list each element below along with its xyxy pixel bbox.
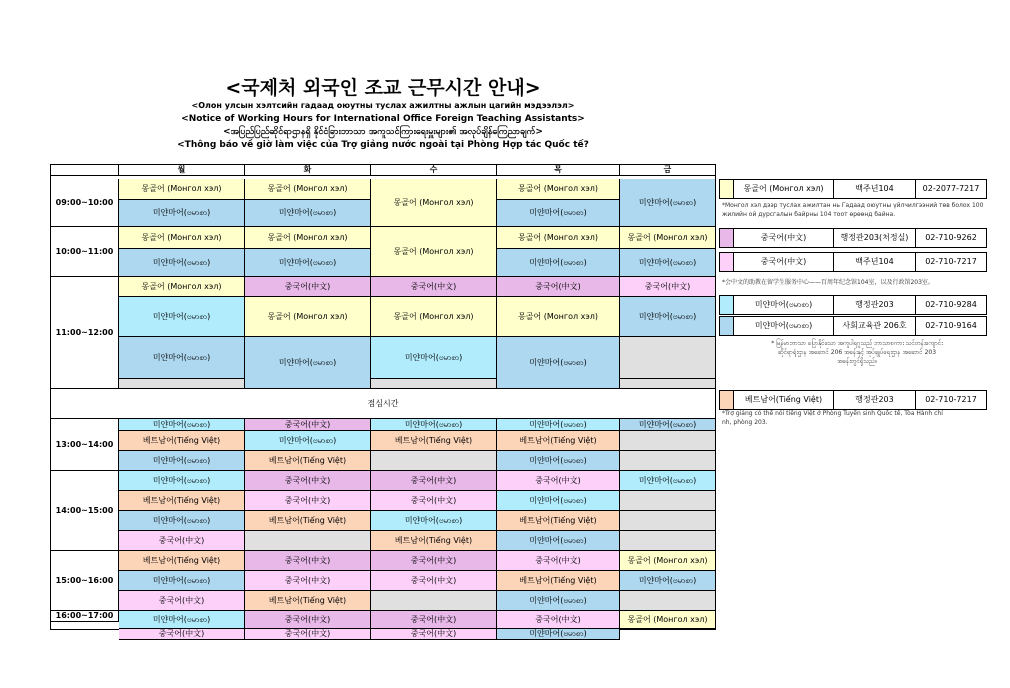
burmese-slot: 미얀마어(ဗမာစာ)	[119, 297, 245, 337]
vietnamese-slot: 베트남어(Tiếng Việt)	[371, 531, 497, 551]
burmese-slot: 미얀마어(ဗမာစာ)	[119, 249, 245, 277]
contact-office: 백주년104	[833, 179, 915, 199]
language-color-swatch	[719, 252, 733, 272]
contact-row	[719, 179, 987, 199]
language-color-swatch	[719, 179, 733, 199]
burmese-slot: 미얀마어(ဗမာစာ)	[620, 297, 715, 337]
empty-slot	[620, 531, 715, 551]
chinese-slot: 중국어(中文)	[119, 629, 245, 640]
mongolian-slot: 몽골어 (Монгол хэл)	[497, 179, 620, 200]
note-mongolian-line2: жилийн ой дурсгалын байрны 104 тоот өрөөнд байна.	[722, 211, 896, 218]
empty-slot	[620, 337, 715, 379]
contact-language: 베트남어(Tiếng Việt)	[733, 390, 833, 410]
language-color-swatch	[719, 228, 733, 248]
day-header: 월	[119, 165, 245, 176]
burmese-slot: 미얀마어(ဗမာစာ)	[245, 200, 371, 227]
chinese-slot: 중국어(中文)	[371, 611, 497, 629]
day-header: 목	[497, 165, 620, 176]
contact-office: 행정관203	[833, 390, 915, 410]
burmese-slot: 미얀마어(ဗမာစာ)	[119, 571, 245, 591]
contact-row	[719, 252, 987, 272]
burmese-slot: 미얀마어(ဗမာစာ)	[497, 337, 620, 389]
chinese-slot: 중국어(中文)	[245, 471, 371, 491]
contact-phone: 02-710-7217	[915, 252, 987, 272]
time-slot-label: 14:00~15:00	[51, 471, 119, 551]
chinese-slot: 중국어(中文)	[119, 531, 245, 551]
language-color-swatch	[719, 390, 733, 410]
empty-slot	[245, 531, 371, 551]
note-burmese-line2: ဆိုင်ရာရုံးဌာန အဆောင် 206 အခန်းနှင့် အုပ်ချုပ်ရေးဌာန အဆောင် 203	[777, 349, 937, 356]
burmese-slot: 미얀마어(ဗမာစာ)	[371, 419, 497, 431]
mongolian-slot: 몽골어 (Монгол хэл)	[119, 179, 245, 200]
contact-office: 행정관203(처정실)	[833, 228, 915, 248]
chinese-slot: 중국어(中文)	[371, 629, 497, 640]
empty-slot	[620, 379, 715, 389]
mongolian-slot: 몽골어 (Монгол хэл)	[497, 227, 620, 249]
day-header: 화	[245, 165, 371, 176]
header-corner	[51, 165, 119, 176]
vietnamese-slot: 베트남어(Tiếng Việt)	[245, 451, 371, 471]
mongolian-slot: 몽골어 (Монгол хэл)	[119, 227, 245, 249]
burmese-slot: 미얀마어(ဗမာစာ)	[245, 337, 371, 389]
contact-language: 미얀마어(ဗမာစာ)	[733, 295, 833, 315]
contact-phone: 02-710-7217	[915, 390, 987, 410]
time-slot-label: 16:00~17:00	[51, 611, 119, 622]
mongolian-slot: 몽골어 (Монгол хэл)	[245, 227, 371, 249]
vietnamese-slot: 베트남어(Tiếng Việt)	[371, 431, 497, 451]
contact-language: 중국어(中文)	[733, 252, 833, 272]
burmese-slot: 미얀마어(ဗမာစာ)	[620, 249, 715, 277]
contact-row	[719, 316, 987, 336]
chinese-slot: 중국어(中文)	[371, 491, 497, 511]
empty-slot	[620, 431, 715, 451]
note-burmese-line1: * မြန်မာဘာသာ ပြောနိုင်သော အကူပါရဂူသည် ဘာသာစကား သင်တန်းကျောင်း	[771, 340, 943, 347]
schedule-table	[50, 164, 716, 638]
chinese-slot: 중국어(中文)	[245, 551, 371, 571]
empty-slot	[620, 491, 715, 511]
vietnamese-slot: 베트남어(Tiếng Việt)	[119, 491, 245, 511]
language-color-swatch	[719, 316, 733, 336]
time-slot-label: 15:00~16:00	[51, 551, 119, 611]
subtitle-vietnamese: <Thông báo về giờ làm việc của Trợ giảng nước ngoài tại Phòng Hợp tác Quốc tế?	[177, 140, 589, 150]
contact-phone: 02-710-9164	[915, 316, 987, 336]
chinese-slot: 중국어(中文)	[245, 571, 371, 591]
chinese-slot: 중국어(中文)	[497, 471, 620, 491]
contact-row	[719, 228, 987, 248]
empty-slot	[620, 451, 715, 471]
burmese-slot: 미얀마어(ဗမာစာ)	[119, 337, 245, 379]
burmese-slot: 미얀마어(ဗမာစာ)	[497, 591, 620, 611]
time-slot-label: 09:00~10:00	[51, 179, 119, 227]
empty-slot	[620, 629, 715, 630]
subtitle-english: <Notice of Working Hours for International Office Foreign Teaching Assistants>	[181, 114, 585, 124]
mongolian-slot: 몽골어 (Монгол хэл)	[371, 227, 497, 277]
note-burmese	[722, 339, 992, 366]
mongolian-slot: 몽골어 (Монгол хэл)	[245, 179, 371, 200]
burmese-slot: 미얀마어(ဗမာစာ)	[497, 419, 620, 431]
empty-slot	[371, 451, 497, 471]
contact-phone: 02-2077-7217	[915, 179, 987, 199]
burmese-slot: 미얀마어(ဗမာစာ)	[497, 249, 620, 277]
vietnamese-slot: 베트남어(Tiếng Việt)	[497, 571, 620, 591]
vietnamese-slot: 베트남어(Tiếng Việt)	[119, 551, 245, 571]
burmese-slot: 미얀마어(ဗမာစာ)	[371, 337, 497, 379]
burmese-slot: 미얀마어(ဗမာစာ)	[497, 200, 620, 227]
chinese-slot: 중국어(中文)	[245, 629, 371, 640]
vietnamese-slot: 베트남어(Tiếng Việt)	[245, 511, 371, 531]
burmese-slot: 미얀마어(ဗမာစာ)	[119, 419, 245, 431]
empty-slot	[620, 511, 715, 531]
burmese-slot: 미얀마어(ဗမာစာ)	[497, 451, 620, 471]
contact-row	[719, 390, 987, 410]
empty-slot	[119, 379, 245, 389]
contact-office: 백주년104	[833, 252, 915, 272]
burmese-slot: 미얀마어(ဗမာစာ)	[245, 431, 371, 451]
subtitle-mongolian: <Олон улсын хэлтсийн гадаад оюутны туслах ажилтны ажлын цагийн мэдээлэл>	[191, 101, 575, 110]
vietnamese-slot: 베트남어(Tiếng Việt)	[245, 591, 371, 611]
contact-language: 중국어(中文)	[733, 228, 833, 248]
note-vietnamese-line2: nh, phòng 203.	[722, 419, 768, 426]
chinese-slot: 중국어(中文)	[371, 471, 497, 491]
contact-row	[719, 295, 987, 315]
chinese-slot: 중국어(中文)	[245, 277, 371, 297]
mongolian-slot: 몽골어 (Монгол хэл)	[620, 611, 715, 629]
chinese-slot: 중국어(中文)	[497, 551, 620, 571]
contact-phone: 02-710-9284	[915, 295, 987, 315]
language-color-swatch	[719, 295, 733, 315]
burmese-slot: 미얀마어(ဗမာစာ)	[119, 451, 245, 471]
empty-slot	[620, 591, 715, 611]
note-vietnamese	[722, 409, 992, 427]
burmese-slot: 미얀마어(ဗမာစာ)	[497, 531, 620, 551]
note-mongolian	[722, 201, 992, 219]
contact-phone: 02-710-9262	[915, 228, 987, 248]
chinese-slot: 중국어(中文)	[119, 591, 245, 611]
mongolian-slot: 몽골어 (Монгол хэл)	[620, 551, 715, 571]
chinese-slot: 중국어(中文)	[245, 491, 371, 511]
contact-language: 미얀마어(ဗမာစာ)	[733, 316, 833, 336]
mongolian-slot: 몽골어 (Монгол хэл)	[119, 277, 245, 297]
chinese-slot: 중국어(中文)	[371, 551, 497, 571]
day-header: 금	[620, 165, 715, 176]
note-mongolian-line1: *Монгол хэл дээр туслах ажилтан нь Гадаад оюутны үйлчилгээний төв болох 100	[722, 202, 984, 209]
time-slot-label: 10:00~11:00	[51, 227, 119, 277]
burmese-slot: 미얀마어(ဗမာစာ)	[620, 471, 715, 491]
burmese-slot: 미얀마어(ဗမာစာ)	[371, 511, 497, 531]
mongolian-slot: 몽골어 (Монгол хэл)	[497, 297, 620, 337]
vietnamese-slot: 베트남어(Tiếng Việt)	[119, 431, 245, 451]
empty-slot	[371, 591, 497, 611]
burmese-slot: 미얀마어(ဗမာစာ)	[119, 611, 245, 629]
burmese-slot: 미얀마어(ဗမာစာ)	[497, 629, 620, 640]
burmese-slot: 미얀마어(ဗမာစာ)	[245, 249, 371, 277]
contact-office: 행정관203	[833, 295, 915, 315]
note-vietnamese-line1: *Trợ giảng có thể nói tiếng Việt ở Phòng Tuyển sinh Quốc tế, Tòa Hành chí	[722, 410, 943, 417]
burmese-slot: 미얀마어(ဗမာစာ)	[119, 511, 245, 531]
burmese-slot: 미얀마어(ဗမာစာ)	[497, 491, 620, 511]
vietnamese-slot: 베트남어(Tiếng Việt)	[497, 511, 620, 531]
burmese-slot: 미얀마어(ဗမာစာ)	[620, 419, 715, 431]
burmese-slot: 미얀마어(ဗမာစာ)	[620, 571, 715, 591]
chinese-slot: 중국어(中文)	[245, 419, 371, 431]
chinese-slot: 중국어(中文)	[371, 571, 497, 591]
chinese-slot: 중국어(中文)	[620, 277, 715, 297]
contact-language: 몽골어 (Монгол хэл)	[733, 179, 833, 199]
note-chinese: *会中文的助教在留学生服务中心——百周年纪念馆104室，以及行政馆203室。	[722, 279, 934, 286]
lunch-break-row: 점심시간	[51, 389, 715, 419]
time-slot-label: 11:00~12:00	[51, 277, 119, 389]
subtitle-burmese: <အပြည်ပြည်ဆိုင်ရာဌာနရှိ နိုင်ငံခြားဘာသာ အကူသင်ကြားရေးမှူးများ၏ အလုပ်ချိန်ကြေညာချက်>	[223, 127, 543, 137]
chinese-slot: 중국어(中文)	[245, 611, 371, 629]
mongolian-slot: 몽골어 (Монгол хэл)	[620, 227, 715, 249]
burmese-slot: 미얀마어(ဗမာစာ)	[620, 179, 715, 227]
mongolian-slot: 몽골어 (Монгол хэл)	[371, 179, 497, 227]
contact-office: 사회교육관 206호	[833, 316, 915, 336]
time-slot-label: 13:00~14:00	[51, 419, 119, 471]
burmese-slot: 미얀마어(ဗမာစာ)	[119, 471, 245, 491]
notice-header	[50, 76, 716, 152]
day-header: 수	[371, 165, 497, 176]
page-title: <국제처 외국인 조교 근무시간 안내>	[225, 77, 541, 99]
chinese-slot: 중국어(中文)	[371, 277, 497, 297]
empty-slot	[371, 379, 497, 389]
mongolian-slot: 몽골어 (Монгол хэл)	[371, 297, 497, 337]
vietnamese-slot: 베트남어(Tiếng Việt)	[497, 431, 620, 451]
chinese-slot: 중국어(中文)	[497, 277, 620, 297]
burmese-slot: 미얀마어(ဗမာစာ)	[119, 200, 245, 227]
note-burmese-line3: အခန်းတွင်ရှိသည်။	[837, 358, 877, 365]
mongolian-slot: 몽골어 (Монгол хэл)	[245, 297, 371, 337]
chinese-slot: 중국어(中文)	[497, 611, 620, 629]
